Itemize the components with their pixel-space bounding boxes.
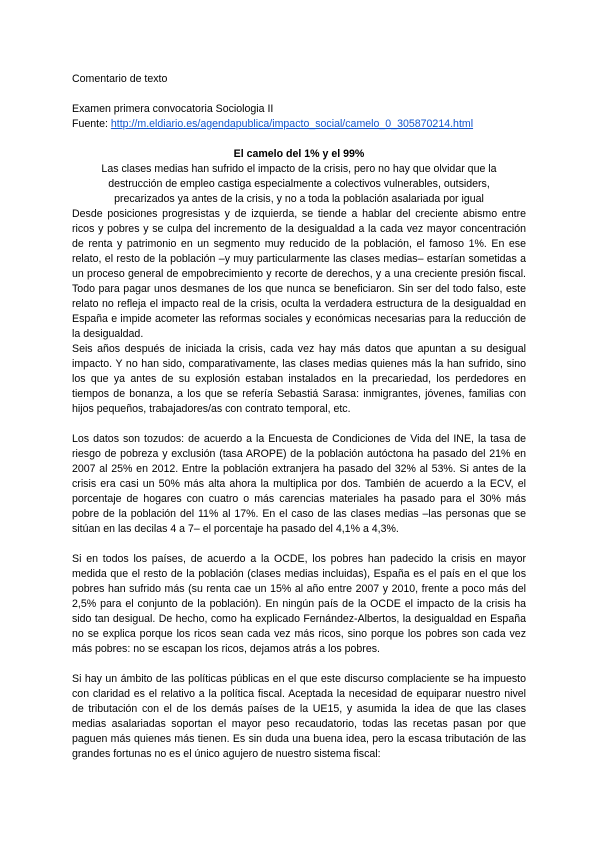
spacer (72, 537, 526, 552)
spacer (72, 87, 526, 102)
paragraph: Los datos son tozudos: de acuerdo a la Encuesta de Condiciones de Vida del INE, la tasa de riesgo de pobreza y exclusión (tasa AROPE) de la población autóctona ha pasado del 21% en 2007 al 25% en 2012. Entre la población extranjera ha pasado del 32% al 53%. Si antes de la crisis era casi un 50% más alta ahora la multiplica por dos. También de acuerdo a la ECV, el porcentaje de hogares con cuatro o más carencias materiales ha pasado para el 30% más pobre de la población del 11% al 17%. En el caso de las clases medias –las personas que se sitúan en las decilas 4 a 7– el porcentaje ha pasado del 4,1% a 4,3%. (72, 433, 526, 535)
document-type: Comentario de texto (72, 73, 168, 85)
article-subtitle: Las clases medias han sufrido el impacto de la crisis, pero no hay que olvidar que la destrucción de empleo castiga especialmente a colectivos vulnerables, outsiders, precarizados ya antes de la crisis, y no a toda la población asalariada por igual (101, 163, 497, 205)
paragraph: Si hay un ámbito de las políticas públicas en el que este discurso complaciente se ha impuesto con claridad es el relativo a la política fiscal. Aceptada la necesidad de equiparar nuestro nivel de tributación con el de los demás países de la UE15, y asumida la idea de que las clases medias asalariadas soportan el mayor peso recaudatorio, todas las recetas pasan por que paguen más quienes más tienen. Es sin duda una buena idea, pero la escasa tributación de las grandes fortunas no es el único agujero de nuestro sistema fiscal: (72, 673, 526, 760)
source-link[interactable]: http://m.eldiario.es/agendapublica/impacto_social/camelo_0_305870214.html (110, 118, 474, 130)
article-title: El camelo del 1% y el 99% (233, 148, 365, 160)
source-label: Fuente: (72, 118, 111, 130)
paragraph: Desde posiciones progresistas y de izquierda, se tiende a hablar del creciente abismo entre ricos y pobres y se culpa del incremento de la desigualdad a la cada vez mayor concentración de renta y patrimonio en un segmento muy reducido de la población, el famoso 1%. En ese relato, el resto de la población –y muy particularmente las clases medias– estarían sometidas a un proceso general de empobrecimiento y recorte de derechos, y a una creciente presión fiscal. Todo para pagar unos desmanes de los que nunca se beneficiaron. Sin ser del todo falso, este relato no refleja el impacto real de la crisis, oculta la verdadera estructura de la desigualdad en España e impide acometer las reformas sociales y económicas necesarias para la reducción de la desigualdad. (72, 208, 526, 340)
spacer (72, 132, 526, 147)
spacer (72, 657, 526, 672)
paragraph: Si en todos los países, de acuerdo a la OCDE, los pobres han padecido la crisis en mayor medida que el resto de la población (clases medias incluidas), España es el país en el que los pobres han sufrido más (su renta cae un 15% al año entre 2007 y 2010, frente a poco más del 2,5% para el conjunto de la población). En ningún país de la OCDE el impacto de la crisis ha sido tan desigual. De hecho, como ha explicado Fernández-Albertos, la desigualdad en España no se explica porque los ricos sean cada vez más ricos, sino porque los pobres son cada vez más pobres: no se escapan los ricos, dejamos atrás a los pobres. (72, 553, 526, 655)
source-line (72, 117, 526, 132)
exam-title: Examen primera convocatoria Sociologia II (72, 103, 274, 115)
paragraph: Seis años después de iniciada la crisis, cada vez hay más datos que apuntan a su desigual impacto. Y no han sido, comparativamente, las clases medias quienes más la han sufrido, sino los que ya antes de su explosión estaban instalados en la precariedad, los perdedores en tiempos de bonanza, a los que se refería Sebastiá Sarasa: inmigrantes, jóvenes, familias con hijos pequeños, trabajadores/as con contrato temporal, etc. (72, 343, 526, 415)
document-page (72, 72, 526, 762)
spacer (72, 417, 526, 432)
